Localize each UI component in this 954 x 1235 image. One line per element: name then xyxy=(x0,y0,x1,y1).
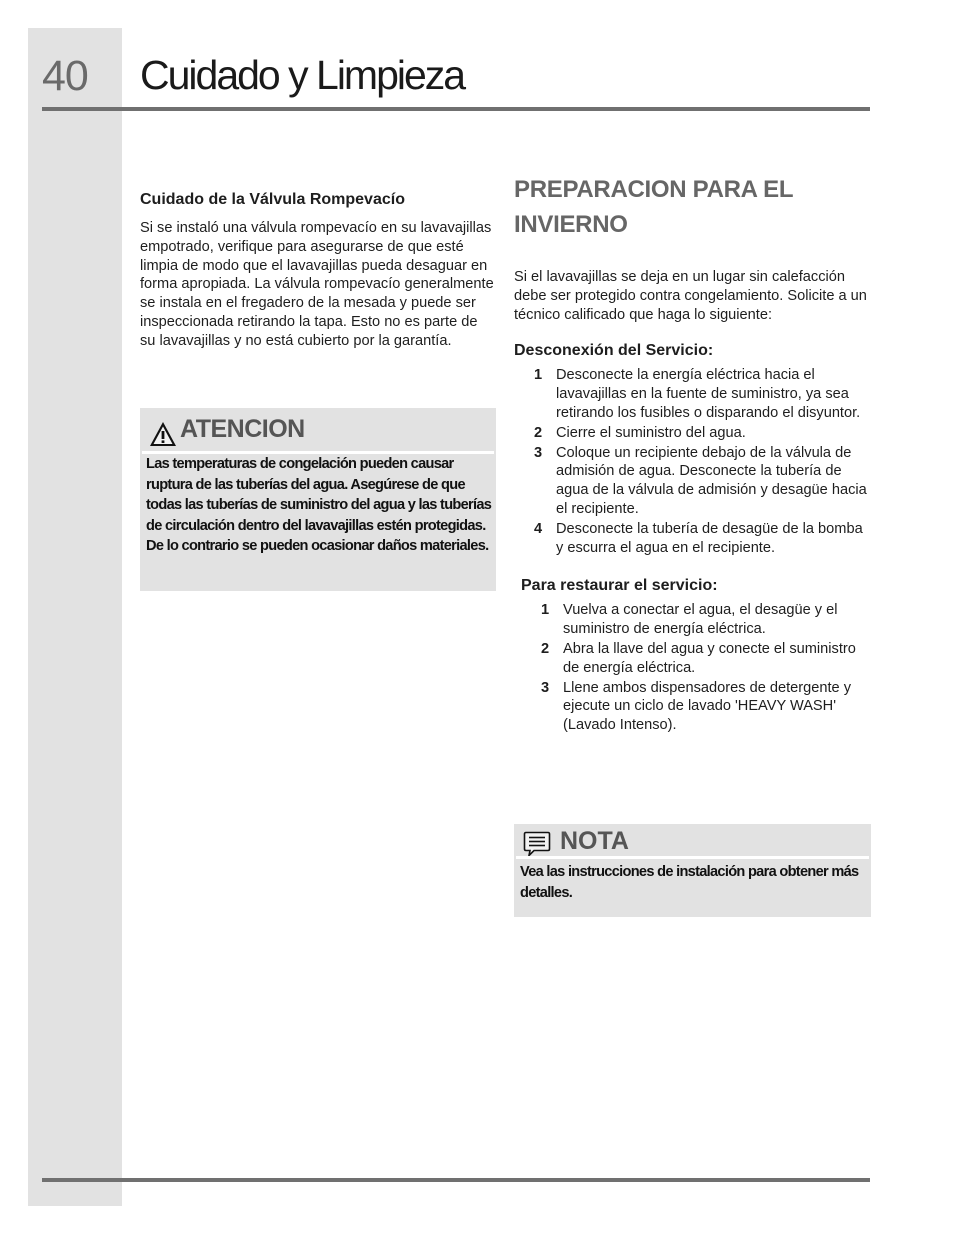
note-title: NOTA xyxy=(560,827,629,855)
step-number: 1 xyxy=(541,602,550,619)
note-icon xyxy=(523,831,551,857)
note-box xyxy=(514,824,871,917)
restore-heading: Para restaurar el servicio: xyxy=(521,577,718,595)
winter-prep-title-line2: INVIERNO xyxy=(514,211,628,238)
header-rule xyxy=(42,107,870,111)
warning-triangle-icon xyxy=(149,421,177,447)
page-number: 40 xyxy=(42,52,88,100)
step-text: Coloque un recipiente debajo de la válvula de admisión de agua. Desconecte la tubería de agua de la válvula de admisión y desagüe hacia el recipiente. xyxy=(556,444,867,517)
warning-box xyxy=(140,408,496,591)
list-item xyxy=(514,520,872,558)
disconnect-steps xyxy=(514,366,872,557)
note-divider xyxy=(516,856,869,859)
winter-prep-title xyxy=(514,172,872,242)
step-text: Desconecte la energía eléctrica hacia el lavavajillas en la fuente de suministro, ya sea retirando los fusibles o disparando el disyuntor. xyxy=(556,367,861,421)
step-text: Abra la llave del agua y conecte el suministro de energía eléctrica. xyxy=(563,640,856,676)
step-text: Llene ambos dispensadores de detergente y ejecute un ciclo de lavado 'HEAVY WASH' (Lavado Intenso). xyxy=(563,679,852,734)
note-text: Vea las instrucciones de instalación para obtener más detalles. xyxy=(520,864,859,901)
warning-text: Las temperaturas de congelación pueden causar ruptura de las tuberías del agua. Asegúrese de que todas las tuberías de suministro del agua y las tuberías de circulación dentro del lavavajillas estén protegidas. De lo contrario se pueden ocasionar daños materiales. xyxy=(146,456,492,555)
restore-steps xyxy=(514,601,872,735)
step-number: 3 xyxy=(534,444,543,461)
warning-title: ATENCION xyxy=(180,415,305,443)
step-number: 4 xyxy=(534,520,543,537)
step-number: 1 xyxy=(534,367,543,384)
warning-header xyxy=(140,408,496,452)
disconnect-heading: Desconexión del Servicio: xyxy=(514,342,714,360)
vacuum-breaker-heading: Cuidado de la Válvula Rompevacío xyxy=(140,191,405,208)
page-title: Cuidado y Limpieza xyxy=(140,52,465,98)
left-column xyxy=(140,189,496,351)
list-item xyxy=(514,444,872,519)
right-column xyxy=(514,172,872,736)
list-item xyxy=(514,424,872,443)
step-number: 3 xyxy=(541,679,550,696)
list-item xyxy=(514,366,872,422)
list-item xyxy=(521,601,872,639)
step-text: Desconecte la tubería de desagüe de la bomba y escurra el agua en el recipiente. xyxy=(556,520,863,556)
step-text: Cierre el suministro del agua. xyxy=(556,424,746,441)
page-margin-strip xyxy=(28,28,122,1206)
list-item xyxy=(521,679,872,735)
list-item xyxy=(521,640,872,678)
step-text: Vuelva a conectar el agua, el desagüe y el suministro de energía eléctrica. xyxy=(563,602,838,638)
winter-prep-intro: Si el lavavajillas se deja en un lugar sin calefacción debe ser protegido contra congelamiento. Solicite a un técnico calificado que haga lo siguiente: xyxy=(514,269,867,323)
footer-rule xyxy=(42,1178,870,1182)
step-number: 2 xyxy=(541,640,550,657)
vacuum-breaker-text: Si se instaló una válvula rompevacío en su lavavajillas empotrado, verifique para asegurarse de que esté limpia de modo que el lavavajillas pueda desaguar en forma apropiada. La válvula rompevacío generalmente se instala en el fregadero de la mesada y puede ser inspeccionada retirando la tapa. Esto no es parte de su lavavajillas y no está cubierto por la garantía. xyxy=(140,220,494,349)
step-number: 2 xyxy=(534,424,543,441)
winter-prep-title-line1: PREPARACION PARA EL xyxy=(514,176,794,203)
